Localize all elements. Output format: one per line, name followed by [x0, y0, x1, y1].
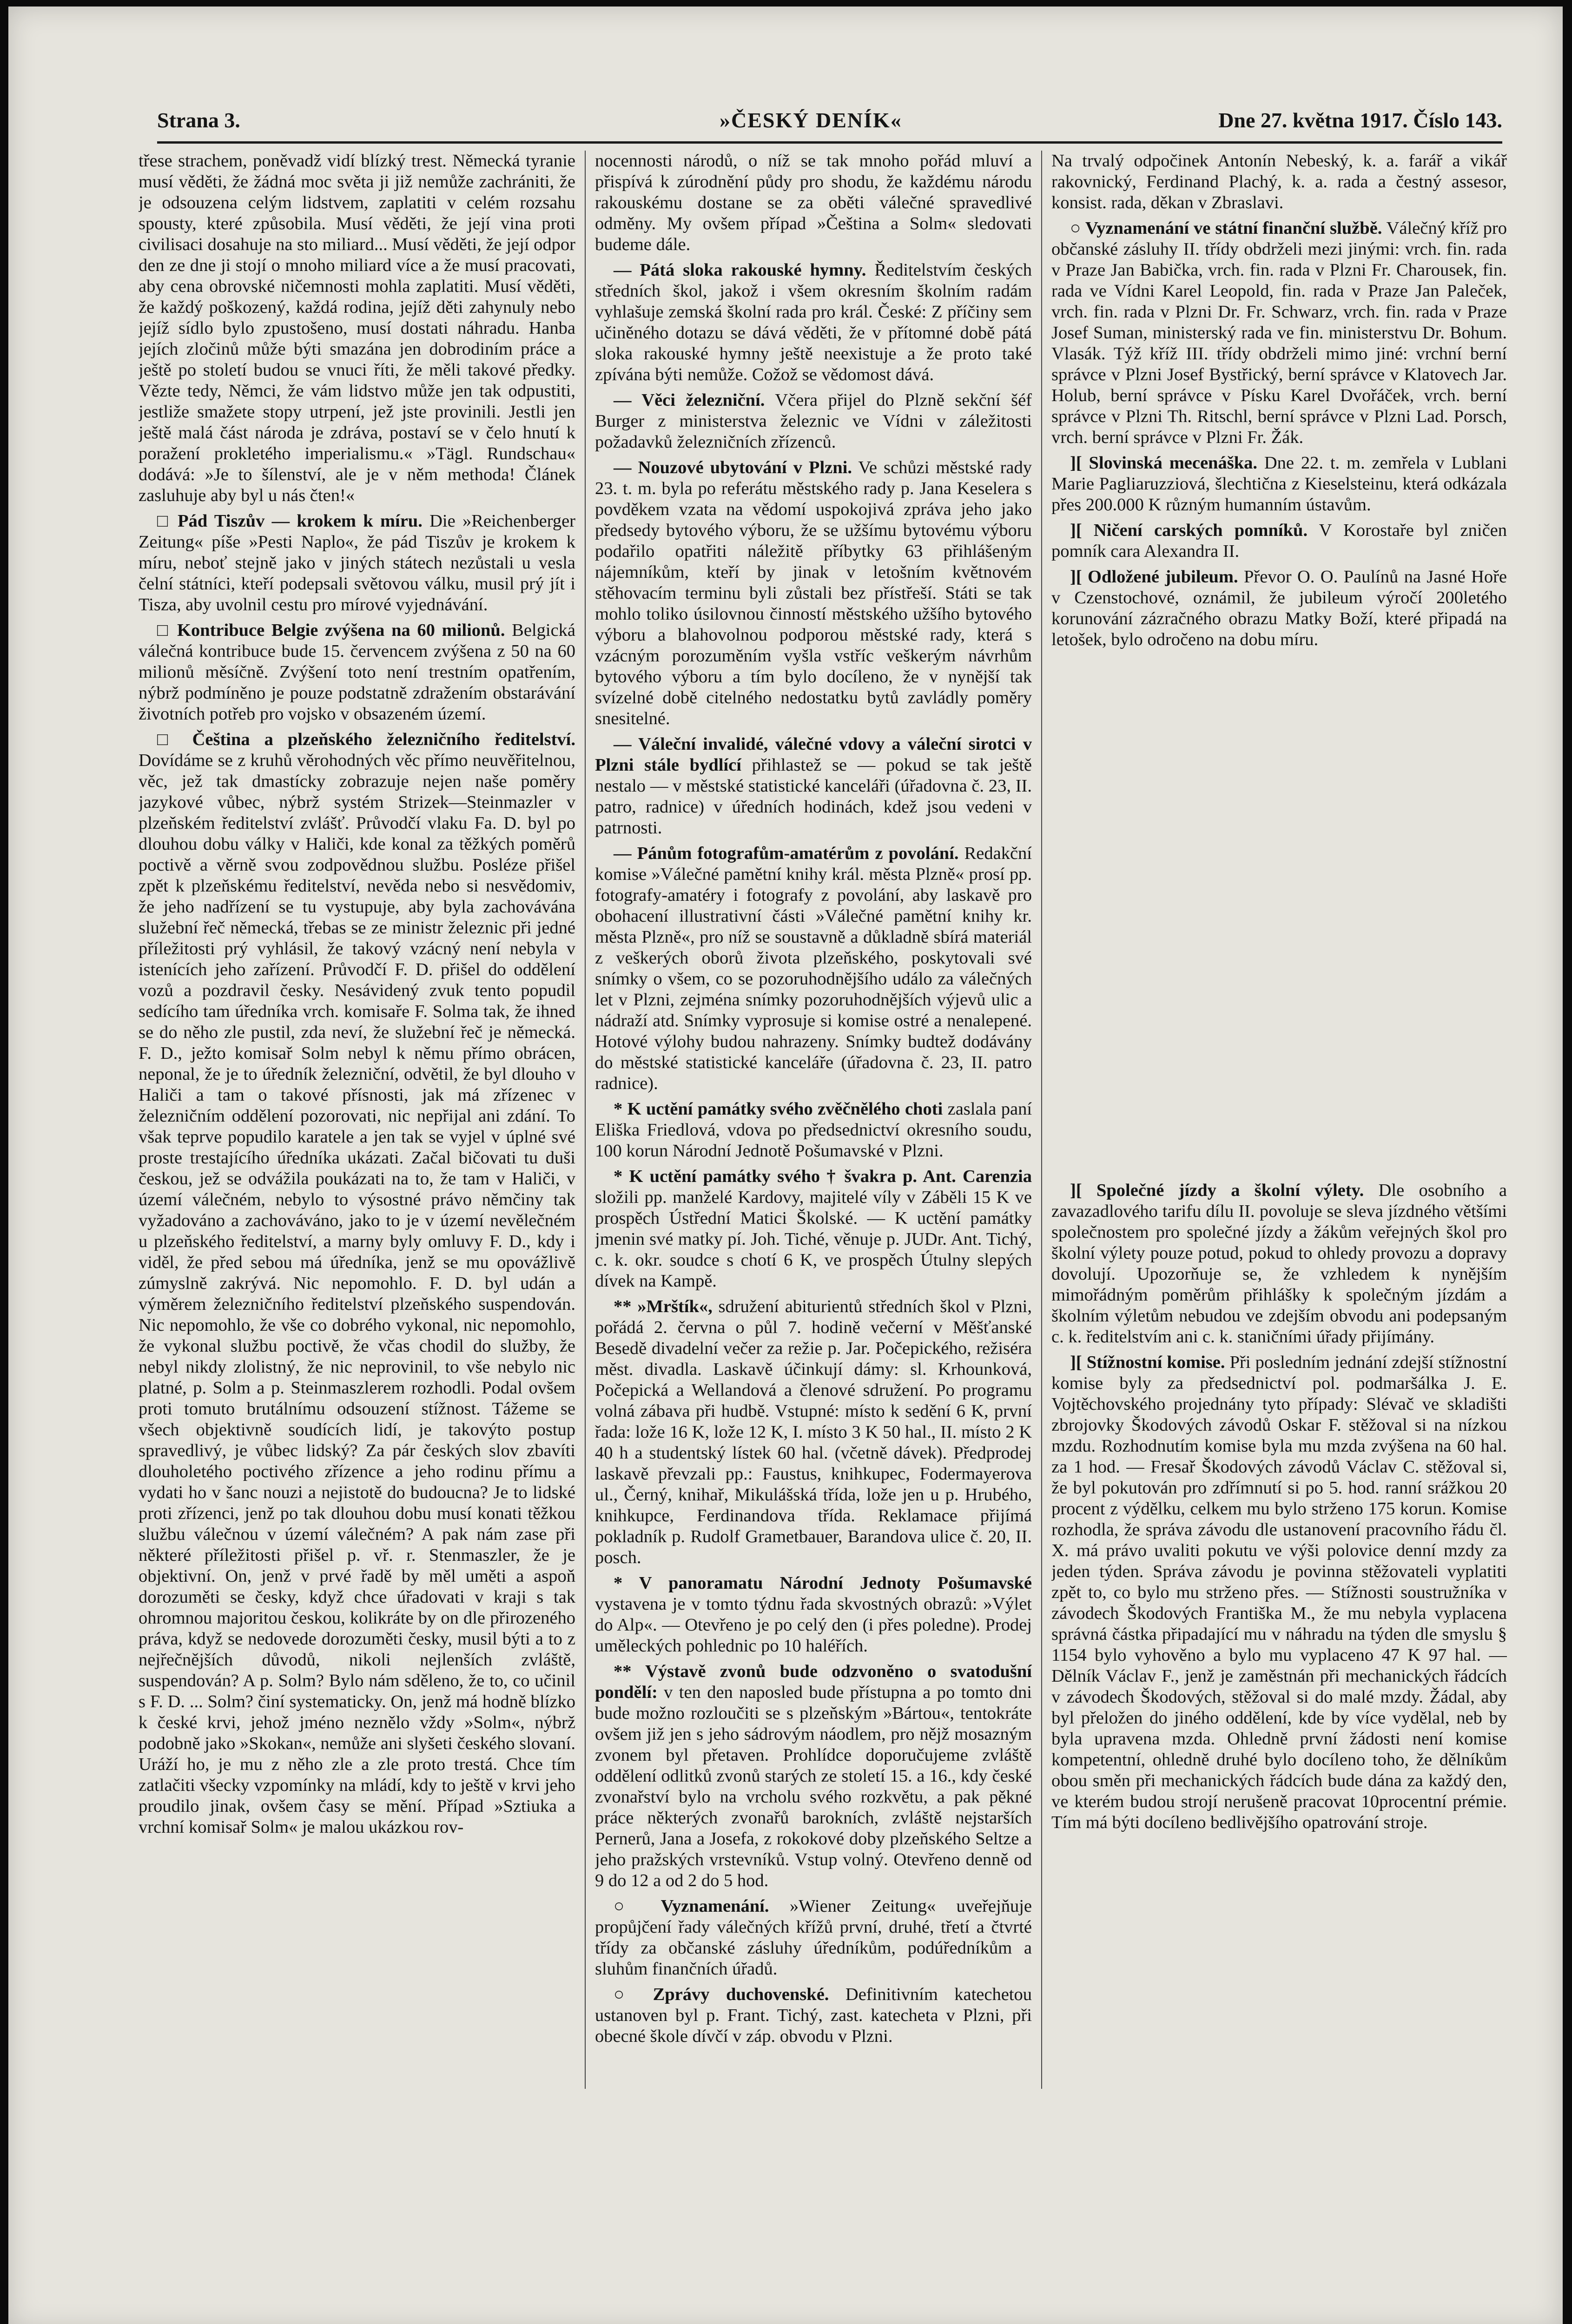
- article: — Váleční invalidé, válečné vdovy a váleční sirotci v Plzni stále bydlící přihlastež se — pokud se tak ještě nestalo — v městské statistické kanceláři (úřadovna č. 23, II. patro, radnice) v úředních hodinách, kdež jsou vedeni v patrnosti.: [595, 734, 1032, 838]
- article: — Pátá sloka rakouské hymny. Ředitelstvím českých středních škol, jakož i všem okresním školním radám vyhlašuje zemská školní rada pro král. České: Z příčiny sem učiněného dotazu se dává věděti, že v přítomné době pátá sloka rakouské hymny ještě neexistuje a že proto také zpívána býti nemůže. Cožož se vědomost dává.: [595, 260, 1032, 384]
- article: ][ Společné jízdy a školní výlety. Dle osobního a zavazadlového tarifu dílu II. povoluje se sleva jízdného většími společnostem pro společné jízdy a žákům veřejných škol pro školní výlety pouze potud, pokud to ohledy provozu a dopravy dovolují. Upozorňuje se, že vzhledem k nynějším mimořádným poměrům přihlášky k společným jízdám a školním výletům nebudou ve zdejším obvodu ani podepsaným c. k. ředitelstvím ani c. k. staničními úřady přijímány.: [1051, 1181, 1507, 1347]
- column-3: [1051, 151, 1507, 2293]
- blank-space: [1051, 655, 1507, 1180]
- article: ][ Stížnostní komise. Při posledním jednání zdejší stížnostní komise byly za předsednictví pol. podmaršálka J. E. Vojtěchovského projednány tyto případy: Slévač ve skladišti zbrojovky Škodových závodů Oskar F. stěžoval si na nízkou mzdu. Rozhodnutím komise byla mu mzda zvýšena na 60 hal. za 1 hod. — Fresař Škodových závodů Václav C. stěžoval si, že byl pokutován pro zdřímnutí si po 5. hod. ranní srážkou 20 procent z výdělku, celkem mu bylo strženo 175 korun. Komise rozhodla, že správa závodu dle ustanovení pracovního řádu čl. X. má právo uvaliti pokutu ve výši polovice denní mzdy za jeden týden. Správa závodu je povinna stěžovateli vyplatiti zpět to, co bylo mu strženo přes. — Stížnosti soustružníka v závodech Škodových Františka M., že mu nebyla vyplacena správná částka připadající mu v náhradu na týden dle smyslu § 1154 bylo vyhověno a bylo mu vyplaceno 47 K 97 hal. — Dělník Václav F., jenž je zaměstnán při mechanických řádcích v závodech Škodových, stěžoval si do malé mzdy. Žádal, aby byl přeložen do jiného oddělení, kde by více vydělal, neb by byla upravena mzda. Ohledně první žádosti není komise kompetentní, ohledně druhé bylo docíleno toho, že dělníkům obou směn při mechanických řádcích bude dána za každý den, ve kterém budou strojí nerušeně pracovat 10procentní prémie. Tím má býti docíleno bedlivějšího opatrování stroje.: [1051, 1353, 1507, 1832]
- article: ** »Mrštík«, sdružení abiturientů středních škol v Plzni, pořádá 2. června o půl 7. hodině večerní v Měšťanské Besedě divadelní večer za režie p. Jar. Počepického, režiséra měst. divadla. Laskavě účinkují dámy: sl. Krhounková, Počepická a Wellandová a členové sdružení. Po programu volná zábava při hudbě. Vstupné: místo k sedění 6 K, první řada: lože 16 K, lože 12 K, I. místo 3 K 50 hal., II. místo 2 K 40 h a studentský lístek 60 hal. (včetně dávek). Předprodej laskavě převzali pp.: Faustus, knihkupec, Fodermayerova ul., Černý, knihař, Mikulášská třída, lože jen u p. Hrubého, knihkupce, Ferdinandova třída. Reklamace přijímá pokladník p. Rudolf Grametbauer, Barandova ulice č. 20, II. posch.: [595, 1297, 1032, 1567]
- article: nocennosti národů, o níž se tak mnoho pořád mluví a přispívá k zúrodnění půdy pro shodu, že každému národu rakouskému dostane se za oběti válečné spravedlivé odměny. My ovšem případ »Čeština a Solm« sledovati budeme dále.: [595, 151, 1032, 254]
- article: Na trvalý odpočinek Antonín Nebeský, k. a. farář a vikář rakovnický, Ferdinand Plachý, k. a. rada a čestný assesor, konsist. rada, děkan v Zbraslavi.: [1051, 151, 1507, 212]
- column-1: [139, 151, 575, 2293]
- article: ○ Vyznamenání. »Wiener Zeitung« uveřejňuje propůjčení řady válečných křížů první, druhé, třetí a čtvrté třídy za občanské zásluhy úředníkům, podúředníkům a sluhům finančních úřadů.: [595, 1896, 1032, 1979]
- article: — Nouzové ubytování v Plzni. Ve schůzi městské rady 23. t. m. byla po referátu městského rady p. Jana Keselera s povděkem vzata na vědomí uspokojivá zpráva jeho jako předsedy bytového výboru, že se užšímu bytovému výboru podařilo opatřiti náležitě příbytky 63 přihlášeným nájemníkům, kteří by jinak v letošním květnovém stěhovacím terminu byli zůstali bez přístřeší. Státi se tak mohlo toliko úsilovnou činností městského užšího bytového výboru a blahovolnou podporou městské rady, která s vzácným porozuměním vyšla vstříc veškerým návrhům bytového výboru a tím bylo docíleno, že v nynější tak svízelné době citelného nedostatku bytů zavládly poměry snesitelné.: [595, 458, 1032, 728]
- page-number: Strana 3.: [157, 108, 240, 132]
- column-2: [595, 151, 1032, 2293]
- header-rule: [157, 141, 1502, 144]
- article: ][ Odložené jubileum. Převor O. O. Paulínů na Jasné Hoře v Czenstochové, oznámil, že jubileum výročí 200letého korunování zázračného obrazu Matky Boží, které připadá na letošek, bylo odročeno na dobu míru.: [1051, 567, 1507, 649]
- article: □ Pád Tiszův — krokem k míru. Die »Reichenberger Zeitung« píše »Pesti Naplo«, že pád Tiszův je krokem k míru, neboť stejně jako v jiných státech nezůstali u vesla čelní státníci, kteří podepsali světovou válku, musil prý jít i Tisza, aby uvolnil cestu pro mírové vyjednávání.: [139, 511, 575, 614]
- column-divider-1: [585, 151, 586, 2089]
- article: □ Kontribuce Belgie zvýšena na 60 milionů. Belgická válečná kontribuce bude 15. červencem zvýšena z 50 na 60 milionů měsíčně. Zvýšení toto není trestním opatřením, nýbrž podmíněno je pouze podstatně zdražením obstarávání životních potřeb pro vojsko v obsazeném území.: [139, 621, 575, 724]
- article: * K uctění památky svého † švakra p. Ant. Carenzia složili pp. manželé Kardovy, majitelé víly v Záběli 15 K ve prospěch Ústřední Matici Školské. — K uctění památky jmenin své matky pí. Joh. Tiché, věnuje p. JUDr. Ant. Tichý, c. k. okr. soudce s chotí 6 K, ve prospěch Útulny slepých dívek na Kampě.: [595, 1167, 1032, 1291]
- page-header: [157, 108, 1502, 145]
- column-divider-2: [1041, 151, 1042, 2089]
- article: — Věci železniční. Včera přijel do Plzně sekční šéf Burger z ministerstva železnic ve Vídni v záležitosti požadavků železničních zřízenců.: [595, 390, 1032, 452]
- article: ○ Vyznamenání ve státní finanční službě. Válečný kříž pro občanské zásluhy II. třídy obdrželi mezi jinými: vrch. fin. rada v Praze Jan Babička, vrch. fin. rada v Plzni Fr. Charousek, fin. rada ve Vídni Karel Leopold, fin. rada v Praze Jan Paleček, vrch. fin. rada v Plzni Dr. Fr. Schwarz, vrch. fin. rada v Praze Josef Suman, ministerský rada ve fin. ministerstvu Dr. Bohum. Vlasák. Týž kříž III. třídy obdrželi mimo jiné: vrchní berní správce v Plzni Josef Bystřický, berní správce v Klatovech Jar. Holub, berní správce v Písku Karel Dvořáček, vrch. berní správce v Plzni Th. Ritschl, berní správce v Plzni Lad. Porsch, vrch. berní správce v Plzni Fr. Žák.: [1051, 218, 1507, 447]
- article: * K uctění památky svého zvěčnělého choti zaslala paní Eliška Friedlová, vdova po předsednictví okresního soudu, 100 korun Národní Jednotě Pošumavské v Plzni.: [595, 1099, 1032, 1161]
- article: ○ Zprávy duchovenské. Definitivním katechetou ustanoven byl p. Frant. Tichý, zast. katecheta v Plzni, při obecné škole dívčí v záp. obvodu v Plzni.: [595, 1985, 1032, 2046]
- article: ][ Slovinská mecenáška. Dne 22. t. m. zemřela v Lublani Marie Pagliaruzziová, šlechtična z Kieselsteinu, která odkázala přes 200.000 K různým humanním ústavům.: [1051, 453, 1507, 515]
- newspaper-page: [8, 7, 1563, 2324]
- article: ][ Ničení carských pomníků. V Korostaře byl zničen pomník cara Alexandra II.: [1051, 521, 1507, 561]
- article: — Pánům fotografům-amatérům z povolání. Redakční komise »Válečné pamětní knihy král. města Plzně« prosí pp. fotografy-amatéry i fotografy z povolání, aby laskavě pro obohacení illustrativní části »Válečné pamětní knihy kr. města Plzně«, pro níž se soustavně a důkladně sbírá materiál z veškerých oborů života plzeňského, poskytovali své snímky o všem, co se pozoruhodnějšího událo za válečných let v Plzni, zejména snímky pozoruhodnějších výjevů ulic a nádraží atd. Snímky vyprosuje si komise ostré a nenalepené. Hotové výlohy budou nahrazeny. Snímky budtež dodávány do městské statistické kanceláře (úřadovna č. 23, II. patro radnice).: [595, 844, 1032, 1093]
- masthead-title: »ČESKÝ DENÍK«: [720, 108, 902, 132]
- article: * V panoramatu Národní Jednoty Pošumavské vystavena je v tomto týdnu řada skvostných obrazů: »Výlet do Alp«. — Otevřeno je po celý den (i přes poledne). Prodej uměleckých pohlednic po 10 haléřích.: [595, 1573, 1032, 1656]
- issue-date: Dne 27. května 1917. Číslo 143.: [1218, 108, 1502, 132]
- article: □ Čeština a plzeňského železničního ředitelství. Dovídáme se z kruhů věrohodných věc přímo neuvěřitelnou, věc, jež tak dmastícky zobrazuje nejen naše poměry jazykové vůbec, nýbrž systém Strizek—Steinmazler v plzeňském ředitelství zvlášť. Průvodčí vlaku Fa. D. byl po dlouhou dobu války v Haliči, kde konal za těžkých poměrů poctivě a věrně svou zodpovědnou službu. Posléze přišel zpět k plzeňskému ředitelství, nevěda nebo si nesvědomiv, že jeho nadřízení se tu vystupuje, aby byla zachovávána služební řeč německá, třebas se ze ministr železnic při jedné příležitosti prý vyhlásil, že takový vzácný není nebyla v istenících jeho zařízení. Průvodčí F. D. přišel do oddělení vozů a pozdravil česky. Nesávidený zvuk tento popudil sedícího tam úředníka vrch. komisaře F. Solma tak, že ihned se do něho zle pustil, zda neví, že služební řeč je německá. F. D., ježto komisař Solm nebyl k němu přímo obrácen, neponal, že je to úředník železniční, odvětil, že byl dlouho v Haliči a tam o takové přísnosti, jak má zřízenec v železničním oddělení pozorovati, nic nepřijal ani zdání. To však teprve popudilo karatele a jen tak se vyjel v úplné své proste trestajícího úředníka ukázati. Začal bičovati tu duši českou, jež se odvážila poukázati na to, že tam v Haliči, v území válečném, nebylo to výsostné právo němčiny tak vyžadováno a zachováváno, jako to je v území nevělečném u plzeňského ředitelství, a marny byly omluvy F. D., kdy i viděl, že před sebou má úředníka, jenž se mu opovážlivě zúmyslně zakrývá. Nic nepomohlo. F. D. byl udán a výměrem železničního ředitelství plzeňského suspendován. Nic nepomohlo, že vše co dobrého vykonal, nic nepomohlo, že vykonal službu poctivě, že včas chodil do služby, že nebyl nikdy zlolistný, že nic neprovinil, to vše nebylo nic platné, p. Solm a p. Steinmaszlerem rozhodli. Podal ovšem proti tomuto brutálnímu odsouzení stížnost. Tážeme se všech objektivně soudících lidí, je takovýto postup spravedlivý, je vůbec lidský? Za pár českých slov zbavíti dlouholetého poctivého zřízence a jeho rodinu přímu a vydati ho v šanc nouzi a nejistotě do budoucna? Je to lidské proti zřízenci, jenž po tak dlouhou dobu musí konati těžkou službu válečnou v území válečném? A pak nám zase při některé příležitosti přišel p. vř. r. Stenmaszler, že je objektivní. On, jenž v prvé řadě by měl uměti a aspoň dorozuměti se česky, když chce úřadovati v kraji s tak ohromnou majoritou českou, kolikráte by on dle přirozeného práva, když se nedovede dorozuměti česky, musil býti a to z nejřečnějších důvodů, nikoli nejlenších zvláště, suspendován? A p. Solm? Bylo nám sděleno, že to, co učinil s F. D. ... Solm? činí systematicky. On, jenž má hodně blízko k české krvi, jehož jméno neznělo vždy »Solm«, nýbrž podobně jako »Skokan«, nemůže ani slyšeti českého slovaní. Uráží ho, je mu z něho zle a zle proto trestá. Chce tím zatlačiti všecky vzpomínky na mládí, kdy to ještě v krvi jeho proudilo jinak, ovšem časy se mění. Případ »Sztiuka a vrchní komisař Solm« je malou ukázkou rov-: [139, 730, 575, 1837]
- article: ** Výstavě zvonů bude odzvoněno o svatodušní pondělí: v ten den naposled bude přístupna a po tomto dni bude možno rozloučiti se s plzeňským »Bártou«, tentokráte ovšem již jen s jeho sádrovým náodlem, pro nějž mosazným zvonem byl přetaven. Prohlídce doporučujeme zvláště oddělení odlitků zvonů starých ze století 15. a 16., kdy české zvonařství bylo na vrcholu svého rozkvětu, a pak pěkné práce některých zvonařů barokních, zvláště nejstarších Pernerů, Jana a Josefa, z rokokové doby plzeňského Seltze a jeho pražských vrstevníků. Vstup volný. Otevřeno denně od 9 do 12 a od 2 do 5 hod.: [595, 1662, 1032, 1890]
- article: třese strachem, poněvadž vidí blízký trest. Německá tyranie musí věděti, že žádná moc světa ji již nemůže zachrániti, že je odsouzena celým lidstvem, zaplatiti v celém rozsahu spousty, které způsobila. Musí věděti, že její vina proti civilisaci dosahuje na sto miliard... Musí věděti, že její odpor den ze dne ji stojí o mnoho miliard více a že musí pracovati, aby cena obrovské ničemnosti mohla zaplatiti. Musí věděti, že každý poškozený, každá rodina, jejíž děti zahynuly nebo jejíž sídlo bylo zpustošeno, musí dostati náhradu. Hanba jejích zločinů může býti smazána jen dobrodiním práce a ještě po století budou se vnuci říti, že měli takové předky. Vězte tedy, Němci, že vám lidstvo může jen tak odpustiti, jestliže smažete stopy utrpení, jež jste provinili. Jestli jen ještě malá část národa je zdráva, postaví se v čelo hnutí k poražení prokletého imperialismu.« »Tägl. Rundschau« dodává: »Je to šílenství, ale je v něm methoda! Článek zasluhuje aby byl u nás čten!«: [139, 151, 575, 505]
